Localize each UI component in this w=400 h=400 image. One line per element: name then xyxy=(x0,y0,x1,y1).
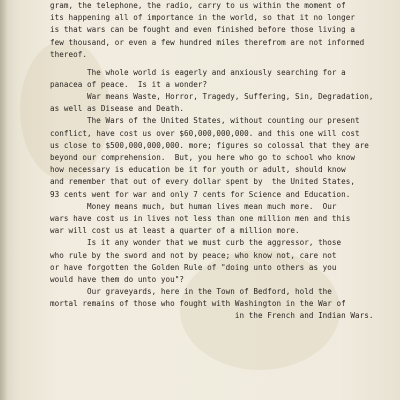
text-line: Money means much, but human lives mean much more. Our xyxy=(50,201,337,211)
text-line: beyond our comprehension. But, you here who go to school who know xyxy=(50,153,356,163)
text-line: as well as Disease and Death. xyxy=(50,104,185,114)
page-edge-shadow xyxy=(0,0,8,400)
text-line: Is it any wonder that we must curb the aggressor, those xyxy=(50,238,342,248)
text-line: gram, the telephone, the radio, carry to us within the moment of xyxy=(50,1,346,10)
text-line: who rule by the sword and not by peace; who know not, care not xyxy=(50,250,337,260)
text-line: is that wars can be fought and even finished before those living a xyxy=(50,25,356,35)
text-line: The Wars of the United States, without counting our present xyxy=(50,116,360,126)
text-line: thereof. xyxy=(50,49,87,59)
text-line: and remember that out of every dollar spent by the United States, xyxy=(50,177,356,187)
text-line: The whole world is eagerly and anxiously searching for a xyxy=(50,67,346,77)
text-line: us close to $500,000,000,000. more; figures so colossal that they are xyxy=(50,140,369,150)
text-line: mortal remains of those who fought with Washington in the War of xyxy=(50,299,346,309)
text-line: in the French and Indian Wars. xyxy=(50,311,374,321)
text-line: War means Waste, Horror, Tragedy, Suffering, Sin, Degradation, xyxy=(50,92,374,102)
typed-text-body xyxy=(50,0,395,323)
text-line: conflict, have cost us over $60,000,000,000. and this one will cost xyxy=(50,128,360,138)
text-line: war will cost us at least a quarter of a million more. xyxy=(50,226,300,236)
text-line: how necessary is education be it for youth or adult, should know xyxy=(50,165,346,175)
text-line: its happening all of importance in the world, so that it no longer xyxy=(50,13,356,23)
text-line: panacea of peace. Is it a wonder? xyxy=(50,79,208,89)
text-line: or have forgotten the Golden Rule of "doing unto others as you xyxy=(50,262,337,272)
text-line: would have them do unto you"? xyxy=(50,274,185,284)
text-line: few thousand, or even a few hundred miles therefrom are not informed xyxy=(50,37,365,47)
text-line: wars have cost us in lives not less than one million men and this xyxy=(50,213,351,223)
text-line: Our graveyards, here in the Town of Bedford, hold the xyxy=(50,287,332,297)
text-line: 93 cents went for war and only 7 cents for Science and Education. xyxy=(50,189,351,199)
